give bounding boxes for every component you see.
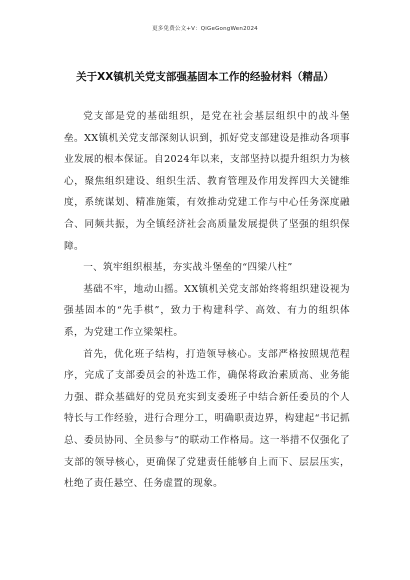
body-paragraph-3: 首先，优化班子结构，打造领导核心。支部严格按照规范程序，完成了支部委员会的补选工作，确保将政治素质高、业务能力强、群众基础好的党员充实到支委班子中结合新任委员的个人特长与工作经验，进行合理分工，明确职责边界，构建起“书记抓总、委员协同、全员参与”的联动工作格局。这一举措不仅强化了支部的领导核心，更确保了党建责任能够自上而下、层层压实，杜绝了责任悬空、任务虚置的现象。 — [64, 348, 350, 490]
body-paragraph-2: 基础不牢，地动山摇。XX镇机关党支部始终将组织建设视为强基固本的“先手棋”，致力于构建科学、高效、有力的组织体系，为党建工作立梁架柱。 — [64, 283, 350, 338]
document-body — [64, 106, 350, 495]
section-heading-1: 一、筑牢组织根基，夯实战斗堡垒的“四梁八柱” — [83, 262, 293, 274]
body-paragraph-intro: 党支部是党的基础组织，是党在社会基层组织中的战斗堡垒。XX镇机关党支部深刻认识到，抓好党支部建设是推动各项事业发展的根本保证。自2024年以来，支部坚持以提升组织力为核心，聚焦组织建设、组织生活、教育管理及作用发挥四大关键维度，系统谋划、精准施策，有效推动党建工作与中心任务深度融合、同频共振，为全镇经济社会高质量发展提供了坚强的组织保障。 — [64, 111, 350, 252]
document-title: 关于XX镇机关党支部强基固本工作的经验材料（精品） — [76, 71, 334, 83]
header-note: 更多免费公文+V：QiGeGongWen2024 — [152, 26, 258, 32]
